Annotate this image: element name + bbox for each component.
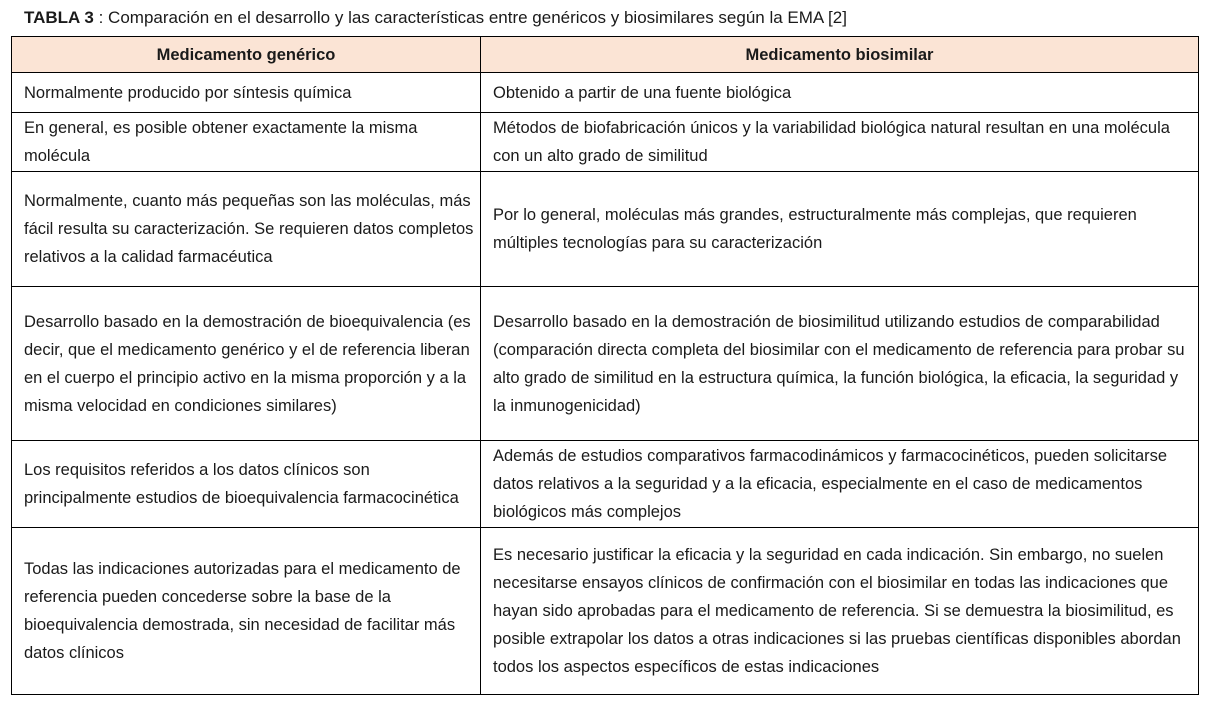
table-row xyxy=(12,73,1199,113)
biosimilar-cell: Además de estudios comparativos farmacodinámicos y farmacocinéticos, pueden solicitarse datos relativos a la seguridad y a la eficacia, especialmente en el caso de medicamentos biológicos más complejos xyxy=(481,441,1199,528)
table-row xyxy=(12,287,1199,441)
generic-cell: Todas las indicaciones autorizadas para el medicamento de referencia pueden concederse sobre la base de la bioequivalencia demostrada, sin necesidad de facilitar más datos clínicos xyxy=(12,528,481,695)
biosimilar-cell: Por lo general, moléculas más grandes, estructuralmente más complejas, que requieren múltiples tecnologías para su caracterización xyxy=(481,172,1199,287)
generic-cell: Normalmente, cuanto más pequeñas son las moléculas, más fácil resulta su caracterización. Se requieren datos completos relativos a la calidad farmacéutica xyxy=(12,172,481,287)
column-header-biosimilar: Medicamento biosimilar xyxy=(481,37,1199,73)
header-row xyxy=(12,37,1199,73)
generic-cell: En general, es posible obtener exactamente la misma molécula xyxy=(12,113,481,172)
generic-cell: Normalmente producido por síntesis química xyxy=(12,73,481,113)
biosimilar-cell: Es necesario justificar la eficacia y la seguridad en cada indicación. Sin embargo, no suelen necesitarse ensayos clínicos de confirmación con el biosimilar en todas las indicaciones que hayan sido aprobadas para el medicamento de referencia. Si se demuestra la biosimilitud, es posible extrapolar los datos a otras indicaciones si las pruebas científicas disponibles abordan todos los aspectos específicos de estas indicaciones xyxy=(481,528,1199,695)
table-row xyxy=(12,172,1199,287)
column-header-generic: Medicamento genérico xyxy=(12,37,481,73)
biosimilar-cell: Obtenido a partir de una fuente biológica xyxy=(481,73,1199,113)
table-caption-label: TABLA 3 xyxy=(24,8,94,27)
comparison-table xyxy=(11,36,1199,695)
table-row xyxy=(12,441,1199,528)
table-row xyxy=(12,528,1199,695)
biosimilar-cell: Desarrollo basado en la demostración de biosimilitud utilizando estudios de comparabilidad (comparación directa completa del biosimilar con el medicamento de referencia para probar su alto grado de similitud en la estructura química, la función biológica, la eficacia, la seguridad y la inmunogenicidad) xyxy=(481,287,1199,441)
table-row xyxy=(12,113,1199,172)
biosimilar-cell: Métodos de biofabricación únicos y la variabilidad biológica natural resultan en una molécula con un alto grado de similitud xyxy=(481,113,1199,172)
generic-cell: Desarrollo basado en la demostración de bioequivalencia (es decir, que el medicamento genérico y el de referencia liberan en el cuerpo el principio activo en la misma proporción y a la misma velocidad en condiciones similares) xyxy=(12,287,481,441)
table-caption xyxy=(24,7,847,29)
generic-cell: Los requisitos referidos a los datos clínicos son principalmente estudios de bioequivalencia farmacocinética xyxy=(12,441,481,528)
table-caption-text: : Comparación en el desarrollo y las características entre genéricos y biosimilares según la EMA [2] xyxy=(93,8,847,27)
